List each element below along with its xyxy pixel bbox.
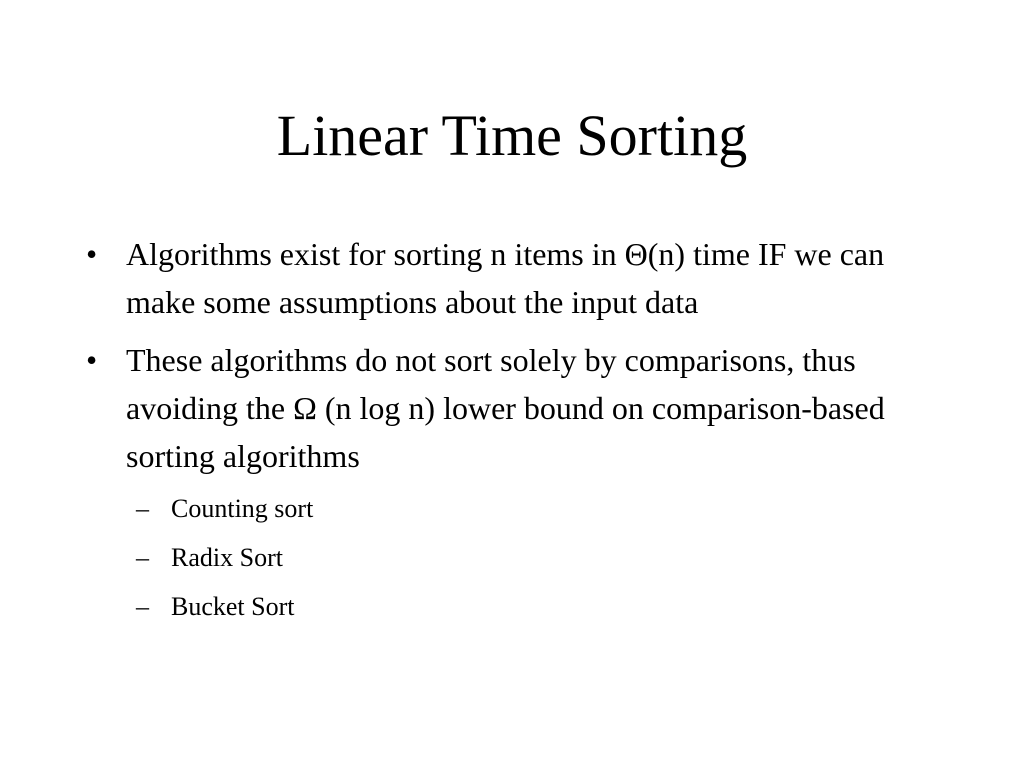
bullet-marker: • xyxy=(86,342,98,378)
sub-bullet-item xyxy=(126,484,950,533)
bullet-marker: • xyxy=(86,236,98,272)
bullet-text: Algorithms exist for sorting n items in Θ(n) time IF we can make some assumptions about the input data xyxy=(126,236,885,320)
sub-bullet-item xyxy=(126,533,950,582)
slide-title: Linear Time Sorting xyxy=(276,103,748,168)
sub-bullet-marker: – xyxy=(136,543,149,572)
bullet-item xyxy=(80,336,950,631)
bullet-item xyxy=(80,230,950,326)
sub-bullet-item xyxy=(126,582,950,631)
sub-bullet-text: Bucket Sort xyxy=(171,592,295,621)
sub-bullet-marker: – xyxy=(136,494,149,523)
sub-bullet-text: Counting sort xyxy=(171,494,314,523)
sub-bullet-list xyxy=(126,484,950,631)
sub-bullet-marker: – xyxy=(136,592,149,621)
sub-bullet-text: Radix Sort xyxy=(171,543,283,572)
bullet-list xyxy=(80,230,950,641)
bullet-text: These algorithms do not sort solely by comparisons, thus avoiding the Ω (n log n) lower bound on comparison-based sorting algorithms xyxy=(126,342,885,474)
